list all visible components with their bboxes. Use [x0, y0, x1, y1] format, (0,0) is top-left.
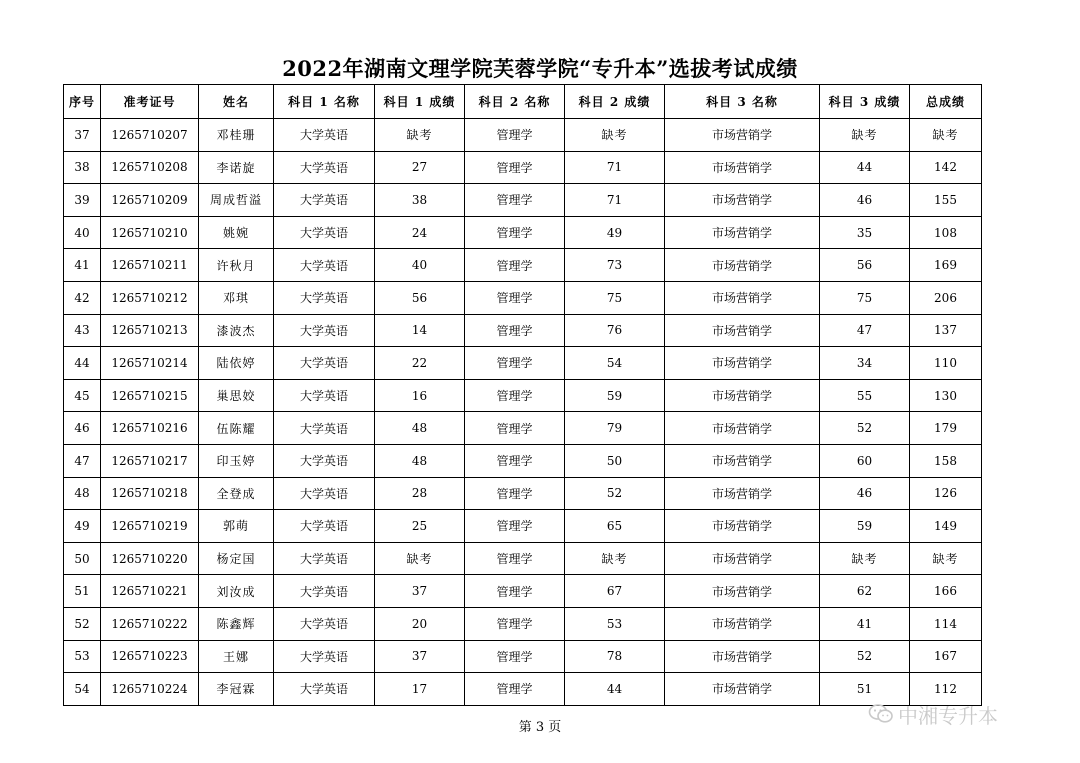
cell-exam-id: 1265710221: [101, 575, 199, 608]
cell-subject1-name: 大学英语: [274, 379, 375, 412]
cell-subject2-name: 管理学: [465, 477, 565, 510]
table-row: [64, 640, 982, 673]
cell-total: 缺考: [910, 119, 982, 152]
cell-subject1-score: 缺考: [375, 119, 465, 152]
cell-subject1-name: 大学英语: [274, 575, 375, 608]
cell-subject1-name: 大学英语: [274, 607, 375, 640]
table-row: [64, 575, 982, 608]
cell-subject2-score: 78: [565, 640, 665, 673]
cell-seq: 50: [64, 542, 101, 575]
cell-subject3-name: 市场营销学: [665, 412, 820, 445]
cell-subject1-name: 大学英语: [274, 640, 375, 673]
cell-exam-id: 1265710219: [101, 510, 199, 543]
table-row: [64, 119, 982, 152]
cell-name: 李诺旋: [199, 151, 274, 184]
cell-subject2-score: 76: [565, 314, 665, 347]
cell-subject1-name: 大学英语: [274, 151, 375, 184]
watermark: [868, 699, 1058, 729]
cell-subject1-score: 16: [375, 379, 465, 412]
table-row: [64, 673, 982, 706]
cell-subject1-score: 20: [375, 607, 465, 640]
cell-exam-id: 1265710207: [101, 119, 199, 152]
cell-subject2-name: 管理学: [465, 575, 565, 608]
cell-name: 李冠霖: [199, 673, 274, 706]
cell-subject1-name: 大学英语: [274, 281, 375, 314]
cell-seq: 39: [64, 184, 101, 217]
cell-subject3-score: 62: [820, 575, 910, 608]
table-row: [64, 281, 982, 314]
cell-subject2-score: 52: [565, 477, 665, 510]
cell-name: 陆依婷: [199, 347, 274, 380]
cell-subject3-name: 市场营销学: [665, 347, 820, 380]
cell-total: 155: [910, 184, 982, 217]
cell-name: 郭萌: [199, 510, 274, 543]
cell-seq: 43: [64, 314, 101, 347]
scores-table: [63, 84, 982, 706]
header-exam-id: 准考证号: [101, 85, 199, 119]
cell-total: 169: [910, 249, 982, 282]
table-row: [64, 249, 982, 282]
cell-subject1-name: 大学英语: [274, 510, 375, 543]
cell-subject2-name: 管理学: [465, 412, 565, 445]
cell-subject3-name: 市场营销学: [665, 216, 820, 249]
cell-total: 114: [910, 607, 982, 640]
cell-subject3-name: 市场营销学: [665, 607, 820, 640]
cell-seq: 44: [64, 347, 101, 380]
cell-total: 179: [910, 412, 982, 445]
cell-subject3-name: 市场营销学: [665, 314, 820, 347]
header-name: 姓名: [199, 85, 274, 119]
cell-subject2-name: 管理学: [465, 640, 565, 673]
cell-exam-id: 1265710217: [101, 444, 199, 477]
cell-subject1-score: 37: [375, 575, 465, 608]
cell-total: 142: [910, 151, 982, 184]
cell-subject1-name: 大学英语: [274, 249, 375, 282]
cell-subject1-score: 38: [375, 184, 465, 217]
cell-subject3-score: 52: [820, 640, 910, 673]
cell-subject2-name: 管理学: [465, 444, 565, 477]
cell-total: 137: [910, 314, 982, 347]
cell-seq: 53: [64, 640, 101, 673]
cell-subject2-name: 管理学: [465, 379, 565, 412]
cell-subject2-score: 缺考: [565, 119, 665, 152]
cell-seq: 40: [64, 216, 101, 249]
cell-exam-id: 1265710209: [101, 184, 199, 217]
cell-subject2-score: 73: [565, 249, 665, 282]
cell-subject1-name: 大学英语: [274, 216, 375, 249]
cell-subject1-score: 14: [375, 314, 465, 347]
cell-subject2-score: 缺考: [565, 542, 665, 575]
cell-seq: 47: [64, 444, 101, 477]
cell-exam-id: 1265710208: [101, 151, 199, 184]
cell-subject2-score: 71: [565, 184, 665, 217]
cell-subject2-score: 65: [565, 510, 665, 543]
cell-exam-id: 1265710211: [101, 249, 199, 282]
cell-subject2-name: 管理学: [465, 249, 565, 282]
cell-name: 巢思姣: [199, 379, 274, 412]
cell-subject1-name: 大学英语: [274, 314, 375, 347]
cell-subject3-score: 46: [820, 184, 910, 217]
cell-subject3-name: 市场营销学: [665, 575, 820, 608]
cell-subject2-score: 50: [565, 444, 665, 477]
table-row: [64, 542, 982, 575]
cell-name: 陈鑫辉: [199, 607, 274, 640]
cell-subject3-score: 缺考: [820, 119, 910, 152]
cell-exam-id: 1265710210: [101, 216, 199, 249]
cell-subject1-score: 17: [375, 673, 465, 706]
cell-subject2-score: 59: [565, 379, 665, 412]
table-row: [64, 510, 982, 543]
cell-total: 108: [910, 216, 982, 249]
cell-subject1-score: 37: [375, 640, 465, 673]
cell-name: 周成哲溢: [199, 184, 274, 217]
cell-subject3-name: 市场营销学: [665, 119, 820, 152]
table-header: [64, 85, 982, 119]
cell-subject2-score: 44: [565, 673, 665, 706]
table-row: [64, 477, 982, 510]
cell-total: 缺考: [910, 542, 982, 575]
cell-name: 刘汝成: [199, 575, 274, 608]
cell-subject3-score: 34: [820, 347, 910, 380]
cell-seq: 45: [64, 379, 101, 412]
cell-name: 漆波杰: [199, 314, 274, 347]
cell-seq: 49: [64, 510, 101, 543]
cell-subject3-score: 47: [820, 314, 910, 347]
cell-exam-id: 1265710222: [101, 607, 199, 640]
cell-subject2-score: 67: [565, 575, 665, 608]
cell-subject3-score: 41: [820, 607, 910, 640]
cell-subject3-score: 51: [820, 673, 910, 706]
cell-subject3-name: 市场营销学: [665, 151, 820, 184]
cell-subject1-score: 24: [375, 216, 465, 249]
cell-name: 邓桂珊: [199, 119, 274, 152]
cell-exam-id: 1265710214: [101, 347, 199, 380]
cell-exam-id: 1265710218: [101, 477, 199, 510]
header-subject2-name: 科目 2 名称: [465, 85, 565, 119]
cell-subject1-name: 大学英语: [274, 477, 375, 510]
table-row: [64, 151, 982, 184]
cell-total: 126: [910, 477, 982, 510]
cell-total: 206: [910, 281, 982, 314]
cell-total: 166: [910, 575, 982, 608]
cell-subject3-score: 44: [820, 151, 910, 184]
cell-subject2-name: 管理学: [465, 542, 565, 575]
cell-subject2-name: 管理学: [465, 281, 565, 314]
cell-seq: 42: [64, 281, 101, 314]
cell-subject2-name: 管理学: [465, 510, 565, 543]
cell-total: 167: [910, 640, 982, 673]
watermark-text: 中湘专升本: [898, 703, 998, 728]
cell-subject1-name: 大学英语: [274, 444, 375, 477]
cell-subject1-name: 大学英语: [274, 184, 375, 217]
cell-subject1-name: 大学英语: [274, 347, 375, 380]
table-row: [64, 607, 982, 640]
cell-subject3-name: 市场营销学: [665, 249, 820, 282]
cell-total: 149: [910, 510, 982, 543]
cell-subject1-name: 大学英语: [274, 673, 375, 706]
cell-total: 110: [910, 347, 982, 380]
header-subject3-score: 科目 3 成绩: [820, 85, 910, 119]
cell-subject2-score: 53: [565, 607, 665, 640]
cell-subject3-name: 市场营销学: [665, 184, 820, 217]
cell-subject1-score: 40: [375, 249, 465, 282]
cell-subject3-score: 46: [820, 477, 910, 510]
cell-subject1-score: 22: [375, 347, 465, 380]
cell-subject3-score: 60: [820, 444, 910, 477]
cell-seq: 37: [64, 119, 101, 152]
header-seq: 序号: [64, 85, 101, 119]
cell-total: 112: [910, 673, 982, 706]
cell-subject3-name: 市场营销学: [665, 444, 820, 477]
cell-exam-id: 1265710212: [101, 281, 199, 314]
cell-seq: 52: [64, 607, 101, 640]
cell-subject2-name: 管理学: [465, 673, 565, 706]
cell-exam-id: 1265710215: [101, 379, 199, 412]
cell-subject3-score: 59: [820, 510, 910, 543]
cell-subject3-name: 市场营销学: [665, 379, 820, 412]
cell-subject2-name: 管理学: [465, 184, 565, 217]
cell-subject1-name: 大学英语: [274, 412, 375, 445]
cell-subject3-name: 市场营销学: [665, 281, 820, 314]
cell-subject2-name: 管理学: [465, 607, 565, 640]
cell-subject2-score: 49: [565, 216, 665, 249]
cell-seq: 54: [64, 673, 101, 706]
cell-subject3-name: 市场营销学: [665, 477, 820, 510]
cell-subject3-score: 缺考: [820, 542, 910, 575]
cell-total: 130: [910, 379, 982, 412]
header-total: 总成绩: [910, 85, 982, 119]
cell-subject3-name: 市场营销学: [665, 673, 820, 706]
cell-total: 158: [910, 444, 982, 477]
header-subject2-score: 科目 2 成绩: [565, 85, 665, 119]
cell-subject1-score: 48: [375, 412, 465, 445]
cell-name: 印玉婷: [199, 444, 274, 477]
table-row: [64, 314, 982, 347]
cell-exam-id: 1265710224: [101, 673, 199, 706]
wechat-icon: [868, 703, 894, 725]
table-row: [64, 216, 982, 249]
cell-exam-id: 1265710213: [101, 314, 199, 347]
cell-subject1-score: 48: [375, 444, 465, 477]
cell-subject3-score: 55: [820, 379, 910, 412]
cell-subject2-name: 管理学: [465, 314, 565, 347]
cell-subject1-name: 大学英语: [274, 542, 375, 575]
table-row: [64, 184, 982, 217]
cell-subject3-name: 市场营销学: [665, 510, 820, 543]
cell-subject3-score: 35: [820, 216, 910, 249]
table-row: [64, 444, 982, 477]
cell-subject2-score: 79: [565, 412, 665, 445]
cell-subject1-score: 25: [375, 510, 465, 543]
cell-exam-id: 1265710216: [101, 412, 199, 445]
cell-subject3-score: 75: [820, 281, 910, 314]
cell-name: 王娜: [199, 640, 274, 673]
cell-exam-id: 1265710220: [101, 542, 199, 575]
header-row: [64, 85, 982, 119]
cell-subject3-name: 市场营销学: [665, 640, 820, 673]
table-row: [64, 347, 982, 380]
cell-exam-id: 1265710223: [101, 640, 199, 673]
cell-seq: 46: [64, 412, 101, 445]
table-row: [64, 412, 982, 445]
cell-name: 杨定国: [199, 542, 274, 575]
cell-subject2-name: 管理学: [465, 119, 565, 152]
cell-subject1-score: 27: [375, 151, 465, 184]
header-subject1-name: 科目 1 名称: [274, 85, 375, 119]
table-row: [64, 379, 982, 412]
cell-name: 姚婉: [199, 216, 274, 249]
cell-subject3-score: 56: [820, 249, 910, 282]
cell-subject1-score: 56: [375, 281, 465, 314]
cell-name: 许秋月: [199, 249, 274, 282]
cell-subject1-name: 大学英语: [274, 119, 375, 152]
cell-subject2-name: 管理学: [465, 151, 565, 184]
cell-subject2-name: 管理学: [465, 216, 565, 249]
cell-seq: 48: [64, 477, 101, 510]
cell-subject3-score: 52: [820, 412, 910, 445]
cell-subject2-score: 75: [565, 281, 665, 314]
cell-seq: 38: [64, 151, 101, 184]
cell-subject1-score: 缺考: [375, 542, 465, 575]
page-title: 2022年湖南文理学院芙蓉学院“专升本”选拔考试成绩: [282, 56, 798, 81]
cell-subject2-score: 71: [565, 151, 665, 184]
page-number: 第 3 页: [518, 720, 562, 735]
cell-subject2-score: 54: [565, 347, 665, 380]
header-subject3-name: 科目 3 名称: [665, 85, 820, 119]
cell-subject2-name: 管理学: [465, 347, 565, 380]
table-body: [64, 119, 982, 706]
cell-name: 邓琪: [199, 281, 274, 314]
cell-name: 全登成: [199, 477, 274, 510]
header-subject1-score: 科目 1 成绩: [375, 85, 465, 119]
cell-seq: 41: [64, 249, 101, 282]
cell-name: 伍陈耀: [199, 412, 274, 445]
cell-seq: 51: [64, 575, 101, 608]
cell-subject1-score: 28: [375, 477, 465, 510]
cell-subject3-name: 市场营销学: [665, 542, 820, 575]
